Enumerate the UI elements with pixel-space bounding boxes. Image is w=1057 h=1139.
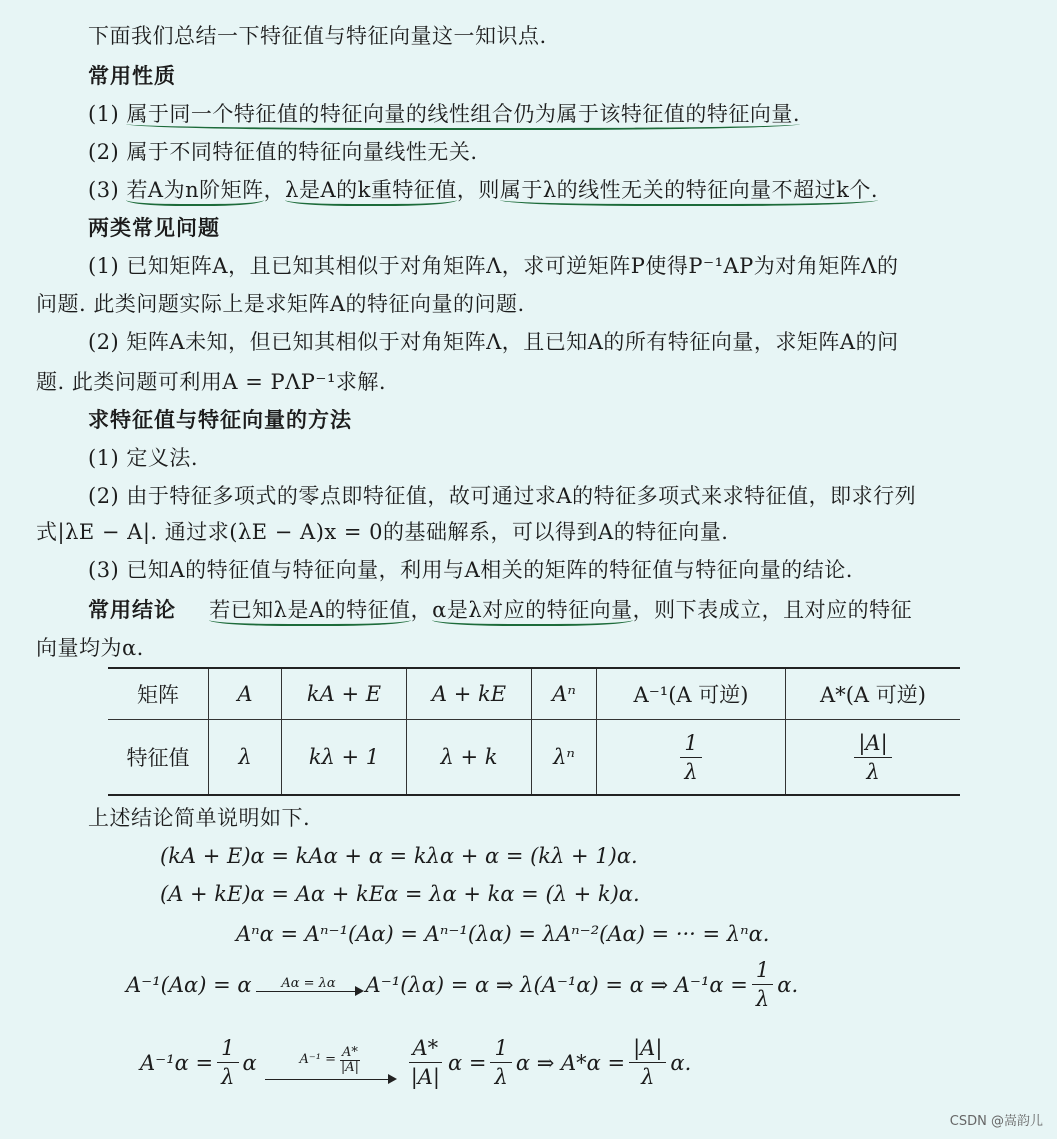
table-cell: 特征值 bbox=[108, 720, 209, 796]
property-3-part-b: λ是A的k重特征值 bbox=[285, 178, 457, 206]
heading-properties: 常用性质 bbox=[88, 64, 176, 88]
equation-3: Aⁿα = Aⁿ⁻¹(Aα) = Aⁿ⁻¹(λα) = λAⁿ⁻²(Aα) = ··· = λⁿα. bbox=[236, 922, 770, 946]
property-3-part-d: 属于λ的线性无关的特征向量不超过k个. bbox=[500, 178, 878, 206]
eigen-table bbox=[108, 667, 960, 796]
table-row bbox=[108, 720, 960, 796]
fraction: $\frac{|A|}{\lambda}$ bbox=[629, 1036, 666, 1089]
method-1: (1) 定义法. bbox=[88, 446, 199, 470]
property-2-text: 属于不同特征值的特征向量线性无关. bbox=[126, 140, 478, 164]
equation-4: A⁻¹(Aα) = α Aα = λα A⁻¹(λα) = α ⇒ λ(A⁻¹α) = α ⇒ A⁻¹α = $\frac{1}{\lambda}$ α. bbox=[126, 958, 799, 1011]
fraction: $\frac{1}{\lambda}$ bbox=[680, 731, 701, 784]
heading-conclusions: 常用结论 bbox=[88, 598, 176, 622]
property-3-part-a: 若A为n阶矩阵 bbox=[126, 178, 263, 206]
table-cell: kλ + 1 bbox=[282, 720, 407, 796]
equation-2: (A + kE)α = Aα + kEα = λα + kα = (λ + k)α. bbox=[160, 882, 640, 906]
table-cell: 矩阵 bbox=[108, 668, 209, 720]
arrow-icon: Aα = λα bbox=[256, 977, 362, 992]
property-1 bbox=[88, 100, 800, 128]
heading-methods: 求特征值与特征向量的方法 bbox=[88, 408, 352, 432]
table-cell: λ + k bbox=[407, 720, 532, 796]
conclusion-line-1: 常用结论 若已知λ是A的特征值，α是λ对应的特征向量，则下表成立，且对应的特征 bbox=[88, 596, 912, 624]
problem-1-line-2: 问题. 此类问题实际上是求矩阵A的特征向量的问题. bbox=[36, 292, 525, 316]
equation-5: A⁻¹α = $\frac{1}{\lambda}$ α A⁻¹ = $\frac{A*}{|A|}$ $\frac{A*}{|A|}$ α = $\frac{1}{\lambda}$ α ⇒ A*α = $\frac{|A|}{\lambda}$ α. bbox=[140, 1036, 692, 1089]
property-2-num: (2) bbox=[88, 140, 120, 164]
problem-2-line-2: 题. 此类问题可利用A = PΛP⁻¹求解. bbox=[36, 370, 387, 394]
table-cell bbox=[786, 720, 961, 796]
method-3: (3) 已知A的特征值与特征向量，利用与A相关的矩阵的特征值与特征向量的结论. bbox=[88, 558, 853, 582]
problem-1-line-1: (1) 已知矩阵A，且已知其相似于对角矩阵Λ，求可逆矩阵P使得P⁻¹AP为对角矩阵Λ的 bbox=[88, 254, 899, 278]
fraction: $\frac{1}{\lambda}$ bbox=[217, 1036, 238, 1089]
property-1-text: 属于同一个特征值的特征向量的线性组合仍为属于该特征值的特征向量. bbox=[126, 102, 800, 130]
property-2 bbox=[88, 138, 478, 166]
conclusion-underline-2: α是λ对应的特征向量 bbox=[432, 598, 633, 626]
explain-text: 上述结论简单说明如下. bbox=[88, 806, 311, 830]
table-cell bbox=[597, 720, 786, 796]
table-cell: λⁿ bbox=[532, 720, 597, 796]
method-2-line-2: 式|λE − A|. 通过求(λE − A)x = 0的基础解系，可以得到A的特征向量. bbox=[36, 520, 729, 544]
conclusion-rest: ，则下表成立，且对应的特征 bbox=[632, 598, 913, 622]
property-3: (3) 若A为n阶矩阵，λ是A的k重特征值，则属于λ的线性无关的特征向量不超过k个. bbox=[88, 176, 878, 204]
arrow-icon: A⁻¹ = $\frac{A*}{|A|}$ bbox=[265, 1046, 395, 1080]
conclusion-underline-1: 若已知λ是A的特征值 bbox=[209, 598, 410, 626]
conclusion-line-2: 向量均为α. bbox=[36, 636, 144, 660]
table-cell: kA + E bbox=[282, 668, 407, 720]
table-cell: A*(A 可逆) bbox=[786, 668, 961, 720]
method-2-line-1: (2) 由于特征多项式的零点即特征值，故可通过求A的特征多项式来求特征值，即求行列 bbox=[88, 484, 917, 508]
intro-text: 下面我们总结一下特征值与特征向量这一知识点. bbox=[88, 24, 547, 48]
table-cell: Aⁿ bbox=[532, 668, 597, 720]
fraction: $\frac{A*}{|A|}$ bbox=[407, 1036, 444, 1089]
fraction: $\frac{|A|}{\lambda}$ bbox=[854, 731, 891, 784]
table-cell: λ bbox=[209, 720, 282, 796]
fraction: $\frac{1}{\lambda}$ bbox=[490, 1036, 511, 1089]
fraction: $\frac{1}{\lambda}$ bbox=[752, 958, 773, 1011]
heading-problems: 两类常见问题 bbox=[88, 216, 220, 240]
problem-2-line-1: (2) 矩阵A未知，但已知其相似于对角矩阵Λ，且已知A的所有特征向量，求矩阵A的问 bbox=[88, 330, 899, 354]
property-1-num: (1) bbox=[88, 102, 120, 126]
property-3-part-c: ，则 bbox=[456, 178, 500, 202]
table-cell: A bbox=[209, 668, 282, 720]
table-row bbox=[108, 668, 960, 720]
property-3-num: (3) bbox=[88, 178, 120, 202]
watermark: CSDN @嵩韵儿 bbox=[949, 1114, 1043, 1129]
table-cell: A + kE bbox=[407, 668, 532, 720]
equation-1: (kA + E)α = kAα + α = kλα + α = (kλ + 1)α. bbox=[160, 844, 638, 868]
table-cell: A⁻¹(A 可逆) bbox=[597, 668, 786, 720]
